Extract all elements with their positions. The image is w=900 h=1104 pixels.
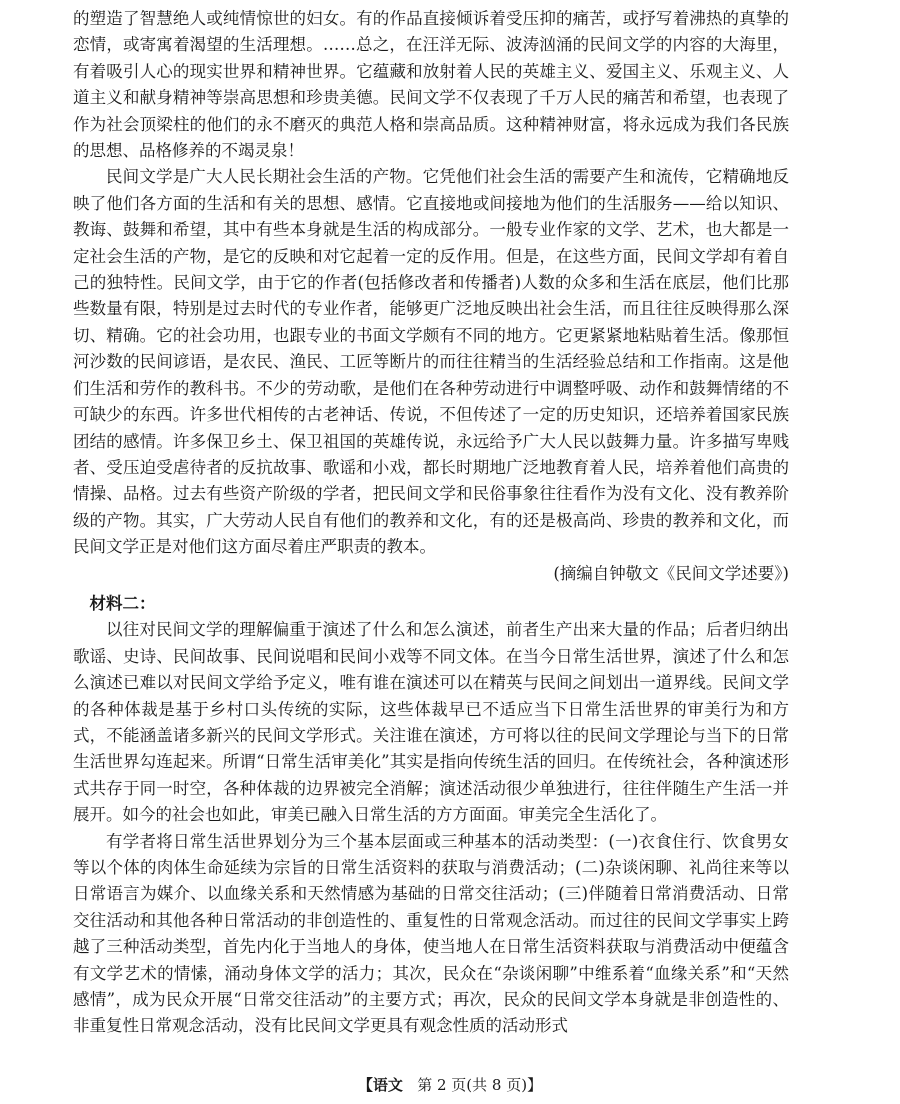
- paragraph: 以往对民间文学的理解偏重于演述了什么和怎么演述，前者生产出来大量的作品；后者归纳出歌谣、史诗、民间故事、民间说唱和民间小戏等不同文体。在当今日常生活世界，演述了什么和怎么演述已难以对民间文学给予定义，唯有谁在演述可以在精英与民间之间划出一道界线。民间文学的各种体裁是基于乡村口头传统的实际，这些体裁早已不适应当下日常生活世界的审美行为和方式，不能涵盖诸多新兴的民间文学形式。关注谁在演述，方可将以往的民间文学理论与当下的日常生活世界勾连起来。所谓“日常生活审美化”其实是指向传统生活的回归。在传统社会，各种演述形式共存于同一时空，各种体裁的边界被完全消解；演述活动很少单独进行，往往伴随生产生活一并展开。如今的社会也如此，审美已融入日常生活的方方面面。审美完全生活化了。: [73, 620, 789, 825]
- paragraph: 有学者将日常生活世界划分为三个基本层面或三种基本的活动类型：(一)衣食住行、饮食男女等以个体的肉体生命延续为宗旨的日常生活资料的获取与消费活动；(二)杂谈闲聊、礼尚往来等以日常语言为媒介、以血缘关系和天然情感为基础的日常交往活动；(三)伴随着日常消费活动、日常交往活动和其他各种日常活动的非创造性的、重复性的日常观念活动。而过往的民间文学事实上跨越了三种活动类型，首先内化于当地人的身体，使当地人在日常生活资料获取与消费活动中便蕴含有文学艺术的情愫，涌动身体文学的活力；其次，民众在“杂谈闲聊”中维系着“血缘关系”和“天然感情”，成为民众开展“日常交往活动”的主要方式；再次，民众的民间文学本身就是非创造性的、非重复性日常观念活动，没有比民间文学更具有观念性质的活动形式: [73, 831, 789, 1036]
- section-heading: 材料二：: [89, 593, 156, 613]
- paragraph: 民间文学是广大人民长期社会生活的产物。它凭他们社会生活的需要产生和流传，它精确地反映了他们各方面的生活和有关的思想、感情。它直接地或间接地为他们的生活服务——给以知识、教诲、鼓舞和希望，其中有些本身就是生活的构成部分。一般专业作家的文学、艺术，也大都是一定社会生活的产物，是它的反映和对它起着一定的反作用。但是，在这些方面，民间文学却有着自己的独特性。民间文学，由于它的作者(包括修改者和传播者)人数的众多和生活在底层，他们比那些数量有限，特别是过去时代的专业作者，能够更广泛地反映出社会生活，而且往往反映得那么深切、精确。它的社会功用，也跟专业的书面文学颇有不同的地方。它更紧紧地粘贴着生活。像那恒河沙数的民间谚语，是农民、渔民、工匠等断片的而往往精当的生活经验总结和工作指南。这是他们生活和劳作的教科书。不少的劳动歌，是他们在各种劳动进行中调整呼吸、动作和鼓舞情绪的不可缺少的东西。许多世代相传的古老神话、传说，不但传述了一定的历史知识，还培养着国家民族团结的感情。许多保卫乡土、保卫祖国的英雄传说，永远给予广大人民以鼓舞力量。许多描写卑贱者、受压迫受虐待者的反抗故事、歌谣和小戏，都长时期地广泛地教育着人民，培养着他们高贵的情操、品格。过去有些资产阶级的学者，把民间文学和民俗事象往往看作为没有文化、没有教养阶级的产物。其实，广大劳动人民自有他们的教养和文化，有的还是极高尚、珍贵的教养和文化，而民间文学正是对他们这方面尽着庄严职责的教本。: [73, 167, 789, 557]
- source-citation: (摘编自钟敬文《民间文学述要》): [553, 563, 789, 583]
- footer-page-info: 第 2 页(共 8 页)】: [417, 1076, 543, 1094]
- paragraph: 的塑造了智慧绝人或纯情惊世的妇女。有的作品直接倾诉着受压抑的痛苦，或抒写着沸热的真挚的恋情，或寄寓着渴望的生活理想。……总之，在汪洋无际、波涛汹涌的民间文学的内容的大海里，有着吸引人心的现实世界和精神世界。它蕴藏和放射着人民的英雄主义、爱国主义、乐观主义、人道主义和献身精神等崇高思想和珍贵美德。民间文学不仅表现了千万人民的痛苦和希望，也表现了作为社会顶梁柱的他们的永不磨灭的典范人格和崇高品质。这种精神财富，将永远成为我们各民族的思想、品格修养的不竭灵泉！: [73, 9, 789, 161]
- document-body: [73, 6, 789, 1040]
- footer-subject: 【语文: [357, 1076, 403, 1094]
- page-footer: [0, 1074, 900, 1095]
